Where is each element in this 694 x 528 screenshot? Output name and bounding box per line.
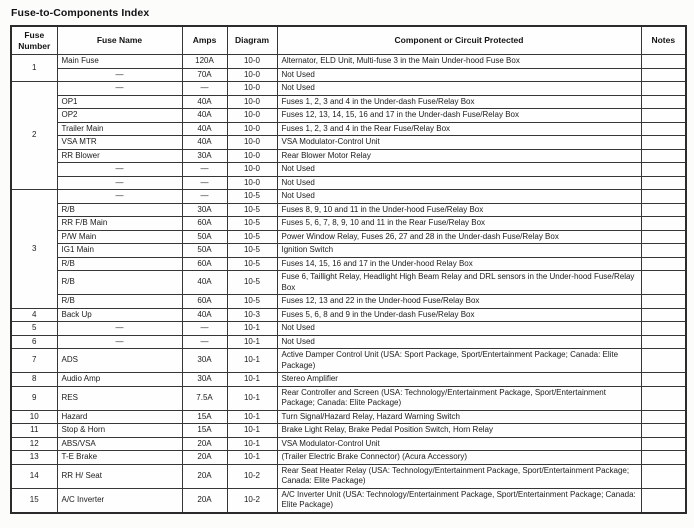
table-row xyxy=(11,373,686,387)
diagram-cell: 10-0 xyxy=(227,136,277,150)
fuse-name-cell: OP2 xyxy=(57,109,182,123)
amps-cell: 20A xyxy=(182,464,227,488)
amps-cell: 30A xyxy=(182,349,227,373)
fuse-number-cell: 8 xyxy=(11,373,57,387)
component-cell: Alternator, ELD Unit, Multi-fuse 3 in the Main Under-hood Fuse Box xyxy=(277,55,641,69)
diagram-cell: 10-0 xyxy=(227,122,277,136)
table-row xyxy=(11,244,686,258)
amps-cell: 20A xyxy=(182,437,227,451)
header-fuse-name: Fuse Name xyxy=(57,26,182,55)
fuse-name-cell: Hazard xyxy=(57,410,182,424)
fuse-name-cell: R/B xyxy=(57,271,182,295)
component-cell: Fuses 1, 2, 3 and 4 in the Rear Fuse/Relay Box xyxy=(277,122,641,136)
diagram-cell: 10-1 xyxy=(227,451,277,465)
fuse-name-cell: P/W Main xyxy=(57,230,182,244)
component-cell: A/C Inverter Unit (USA: Technology/Entertainment Package, Sport/Entertainment Package; Canada: Elite Package) xyxy=(277,488,641,513)
fuse-name-cell: — xyxy=(57,68,182,82)
component-cell: Brake Light Relay, Brake Pedal Position Switch, Horn Relay xyxy=(277,424,641,438)
amps-cell: 40A xyxy=(182,308,227,322)
fuse-name-cell: — xyxy=(57,176,182,190)
diagram-cell: 10-0 xyxy=(227,55,277,69)
notes-cell xyxy=(641,95,686,109)
amps-cell: — xyxy=(182,163,227,177)
amps-cell: 15A xyxy=(182,410,227,424)
fuse-name-cell: Trailer Main xyxy=(57,122,182,136)
notes-cell xyxy=(641,451,686,465)
table-row xyxy=(11,271,686,295)
table-row xyxy=(11,176,686,190)
table-row xyxy=(11,308,686,322)
fuse-number-cell: 4 xyxy=(11,308,57,322)
notes-cell xyxy=(641,244,686,258)
table-row xyxy=(11,149,686,163)
component-cell: Stereo Amplifier xyxy=(277,373,641,387)
component-cell: Fuses 5, 6, 8 and 9 in the Under-dash Fuse/Relay Box xyxy=(277,308,641,322)
table-row xyxy=(11,217,686,231)
table-row xyxy=(11,95,686,109)
component-cell: Rear Seat Heater Relay (USA: Technology/Entertainment Package, Sport/Entertainment Package; Canada: Elite Package) xyxy=(277,464,641,488)
diagram-cell: 10-1 xyxy=(227,437,277,451)
fuse-name-cell: OP1 xyxy=(57,95,182,109)
amps-cell: 40A xyxy=(182,122,227,136)
amps-cell: — xyxy=(182,176,227,190)
component-cell: Not Used xyxy=(277,82,641,96)
diagram-cell: 10-0 xyxy=(227,176,277,190)
amps-cell: 60A xyxy=(182,217,227,231)
component-cell: Rear Blower Motor Relay xyxy=(277,149,641,163)
fuse-number-cell: 11 xyxy=(11,424,57,438)
diagram-cell: 10-2 xyxy=(227,488,277,513)
amps-cell: — xyxy=(182,82,227,96)
component-cell: Not Used xyxy=(277,335,641,349)
diagram-cell: 10-5 xyxy=(227,230,277,244)
fuse-number-cell: 3 xyxy=(11,190,57,309)
header-diagram: Diagram xyxy=(227,26,277,55)
table-row xyxy=(11,68,686,82)
fuse-name-cell: — xyxy=(57,190,182,204)
notes-cell xyxy=(641,203,686,217)
component-cell: Not Used xyxy=(277,176,641,190)
diagram-cell: 10-5 xyxy=(227,244,277,258)
notes-cell xyxy=(641,349,686,373)
fuse-name-cell: ABS/VSA xyxy=(57,437,182,451)
component-cell: Fuse 6, Taillight Relay, Headlight High Beam Relay and DRL sensors in the Under-hood Fuse/Relay Box xyxy=(277,271,641,295)
diagram-cell: 10-5 xyxy=(227,295,277,309)
fuse-number-cell: 5 xyxy=(11,322,57,336)
diagram-cell: 10-3 xyxy=(227,308,277,322)
diagram-cell: 10-1 xyxy=(227,386,277,410)
amps-cell: 50A xyxy=(182,230,227,244)
notes-cell xyxy=(641,373,686,387)
header-row xyxy=(11,26,686,55)
component-cell: Fuses 5, 6, 7, 8, 9, 10 and 11 in the Rear Fuse/Relay Box xyxy=(277,217,641,231)
fuse-number-cell: 12 xyxy=(11,437,57,451)
notes-cell xyxy=(641,217,686,231)
fuse-number-cell: 6 xyxy=(11,335,57,349)
notes-cell xyxy=(641,308,686,322)
table-row xyxy=(11,190,686,204)
table-row xyxy=(11,295,686,309)
amps-cell: 120A xyxy=(182,55,227,69)
diagram-cell: 10-1 xyxy=(227,335,277,349)
component-cell: Fuses 8, 9, 10 and 11 in the Under-hood Fuse/Relay Box xyxy=(277,203,641,217)
amps-cell: 20A xyxy=(182,488,227,513)
component-cell: VSA Modulator-Control Unit xyxy=(277,136,641,150)
fuse-name-cell: IG1 Main xyxy=(57,244,182,258)
component-cell: Fuses 12, 13 and 22 in the Under-hood Fuse/Relay Box xyxy=(277,295,641,309)
table-row xyxy=(11,82,686,96)
diagram-cell: 10-5 xyxy=(227,203,277,217)
notes-cell xyxy=(641,230,686,244)
table-row xyxy=(11,451,686,465)
header-notes: Notes xyxy=(641,26,686,55)
fuse-name-cell: RR F/B Main xyxy=(57,217,182,231)
table-row xyxy=(11,386,686,410)
amps-cell: 30A xyxy=(182,203,227,217)
fuse-number-cell: 13 xyxy=(11,451,57,465)
fuse-name-cell: — xyxy=(57,335,182,349)
table-row xyxy=(11,464,686,488)
amps-cell: 40A xyxy=(182,136,227,150)
table-row xyxy=(11,55,686,69)
notes-cell xyxy=(641,109,686,123)
table-row xyxy=(11,136,686,150)
amps-cell: 40A xyxy=(182,109,227,123)
diagram-cell: 10-1 xyxy=(227,410,277,424)
table-row xyxy=(11,257,686,271)
component-cell: Turn Signal/Hazard Relay, Hazard Warning Switch xyxy=(277,410,641,424)
component-cell: Rear Controller and Screen (USA: Technology/Entertainment Package, Sport/Entertainment Package; Canada: Elite Package) xyxy=(277,386,641,410)
diagram-cell: 10-1 xyxy=(227,349,277,373)
header-fuse-number: Fuse Number xyxy=(11,26,57,55)
table-row xyxy=(11,410,686,424)
component-cell: Not Used xyxy=(277,190,641,204)
fuse-name-cell: R/B xyxy=(57,295,182,309)
diagram-cell: 10-2 xyxy=(227,464,277,488)
notes-cell xyxy=(641,271,686,295)
diagram-cell: 10-0 xyxy=(227,163,277,177)
fuse-number-cell: 2 xyxy=(11,82,57,190)
fuse-name-cell: RES xyxy=(57,386,182,410)
diagram-cell: 10-5 xyxy=(227,271,277,295)
component-cell: Power Window Relay, Fuses 26, 27 and 28 in the Under-dash Fuse/Relay Box xyxy=(277,230,641,244)
table-row xyxy=(11,488,686,513)
fuse-name-cell: — xyxy=(57,322,182,336)
fuse-name-cell: VSA MTR xyxy=(57,136,182,150)
component-cell: VSA Modulator-Control Unit xyxy=(277,437,641,451)
diagram-cell: 10-1 xyxy=(227,373,277,387)
notes-cell xyxy=(641,122,686,136)
notes-cell xyxy=(641,82,686,96)
amps-cell: 70A xyxy=(182,68,227,82)
table-row xyxy=(11,109,686,123)
table-row xyxy=(11,122,686,136)
fuse-name-cell: ADS xyxy=(57,349,182,373)
notes-cell xyxy=(641,488,686,513)
component-cell: Not Used xyxy=(277,68,641,82)
amps-cell: — xyxy=(182,322,227,336)
amps-cell: 60A xyxy=(182,257,227,271)
amps-cell: 30A xyxy=(182,373,227,387)
component-cell: Ignition Switch xyxy=(277,244,641,258)
table-row xyxy=(11,437,686,451)
notes-cell xyxy=(641,68,686,82)
amps-cell: 50A xyxy=(182,244,227,258)
fuse-number-cell: 9 xyxy=(11,386,57,410)
diagram-cell: 10-5 xyxy=(227,217,277,231)
component-cell: Active Damper Control Unit (USA: Sport Package, Sport/Entertainment Package; Canada: Elite Package) xyxy=(277,349,641,373)
diagram-cell: 10-0 xyxy=(227,95,277,109)
fuse-number-cell: 1 xyxy=(11,55,57,82)
notes-cell xyxy=(641,136,686,150)
table-row xyxy=(11,230,686,244)
fuse-name-cell: A/C Inverter xyxy=(57,488,182,513)
component-cell: Not Used xyxy=(277,163,641,177)
amps-cell: 20A xyxy=(182,451,227,465)
header-component: Component or Circuit Protected xyxy=(277,26,641,55)
diagram-cell: 10-1 xyxy=(227,424,277,438)
amps-cell: — xyxy=(182,190,227,204)
component-cell: (Trailer Electric Brake Connector) (Acura Accessory) xyxy=(277,451,641,465)
amps-cell: 40A xyxy=(182,271,227,295)
notes-cell xyxy=(641,322,686,336)
table-row xyxy=(11,424,686,438)
fuse-name-cell: Main Fuse xyxy=(57,55,182,69)
fuse-name-cell: Audio Amp xyxy=(57,373,182,387)
table-row xyxy=(11,163,686,177)
table-row xyxy=(11,335,686,349)
diagram-cell: 10-5 xyxy=(227,190,277,204)
diagram-cell: 10-5 xyxy=(227,257,277,271)
notes-cell xyxy=(641,190,686,204)
notes-cell xyxy=(641,335,686,349)
table-row xyxy=(11,322,686,336)
diagram-cell: 10-0 xyxy=(227,82,277,96)
amps-cell: 15A xyxy=(182,424,227,438)
fuse-name-cell: — xyxy=(57,163,182,177)
diagram-cell: 10-0 xyxy=(227,149,277,163)
notes-cell xyxy=(641,295,686,309)
component-cell: Not Used xyxy=(277,322,641,336)
notes-cell xyxy=(641,176,686,190)
fuse-name-cell: RR Blower xyxy=(57,149,182,163)
amps-cell: 7.5A xyxy=(182,386,227,410)
fuse-number-cell: 14 xyxy=(11,464,57,488)
fuse-name-cell: Stop & Horn xyxy=(57,424,182,438)
fuse-index-table xyxy=(10,25,687,514)
notes-cell xyxy=(641,149,686,163)
amps-cell: 30A xyxy=(182,149,227,163)
notes-cell xyxy=(641,424,686,438)
fuse-number-cell: 15 xyxy=(11,488,57,513)
amps-cell: 40A xyxy=(182,95,227,109)
fuse-name-cell: R/B xyxy=(57,203,182,217)
notes-cell xyxy=(641,410,686,424)
component-cell: Fuses 1, 2, 3 and 4 in the Under-dash Fuse/Relay Box xyxy=(277,95,641,109)
notes-cell xyxy=(641,257,686,271)
diagram-cell: 10-0 xyxy=(227,109,277,123)
component-cell: Fuses 14, 15, 16 and 17 in the Under-hood Relay Box xyxy=(277,257,641,271)
fuse-number-cell: 7 xyxy=(11,349,57,373)
notes-cell xyxy=(641,464,686,488)
fuse-number-cell: 10 xyxy=(11,410,57,424)
page-title: Fuse-to-Components Index xyxy=(11,7,150,19)
fuse-name-cell: RR H/ Seat xyxy=(57,464,182,488)
table-row xyxy=(11,203,686,217)
diagram-cell: 10-1 xyxy=(227,322,277,336)
header-amps: Amps xyxy=(182,26,227,55)
amps-cell: — xyxy=(182,335,227,349)
notes-cell xyxy=(641,386,686,410)
fuse-name-cell: T-E Brake xyxy=(57,451,182,465)
notes-cell xyxy=(641,437,686,451)
diagram-cell: 10-0 xyxy=(227,68,277,82)
notes-cell xyxy=(641,55,686,69)
table-body xyxy=(11,55,686,513)
fuse-name-cell: — xyxy=(57,82,182,96)
table-row xyxy=(11,349,686,373)
fuse-name-cell: R/B xyxy=(57,257,182,271)
component-cell: Fuses 12, 13, 14, 15, 16 and 17 in the Under-dash Fuse/Relay Box xyxy=(277,109,641,123)
amps-cell: 60A xyxy=(182,295,227,309)
fuse-name-cell: Back Up xyxy=(57,308,182,322)
notes-cell xyxy=(641,163,686,177)
